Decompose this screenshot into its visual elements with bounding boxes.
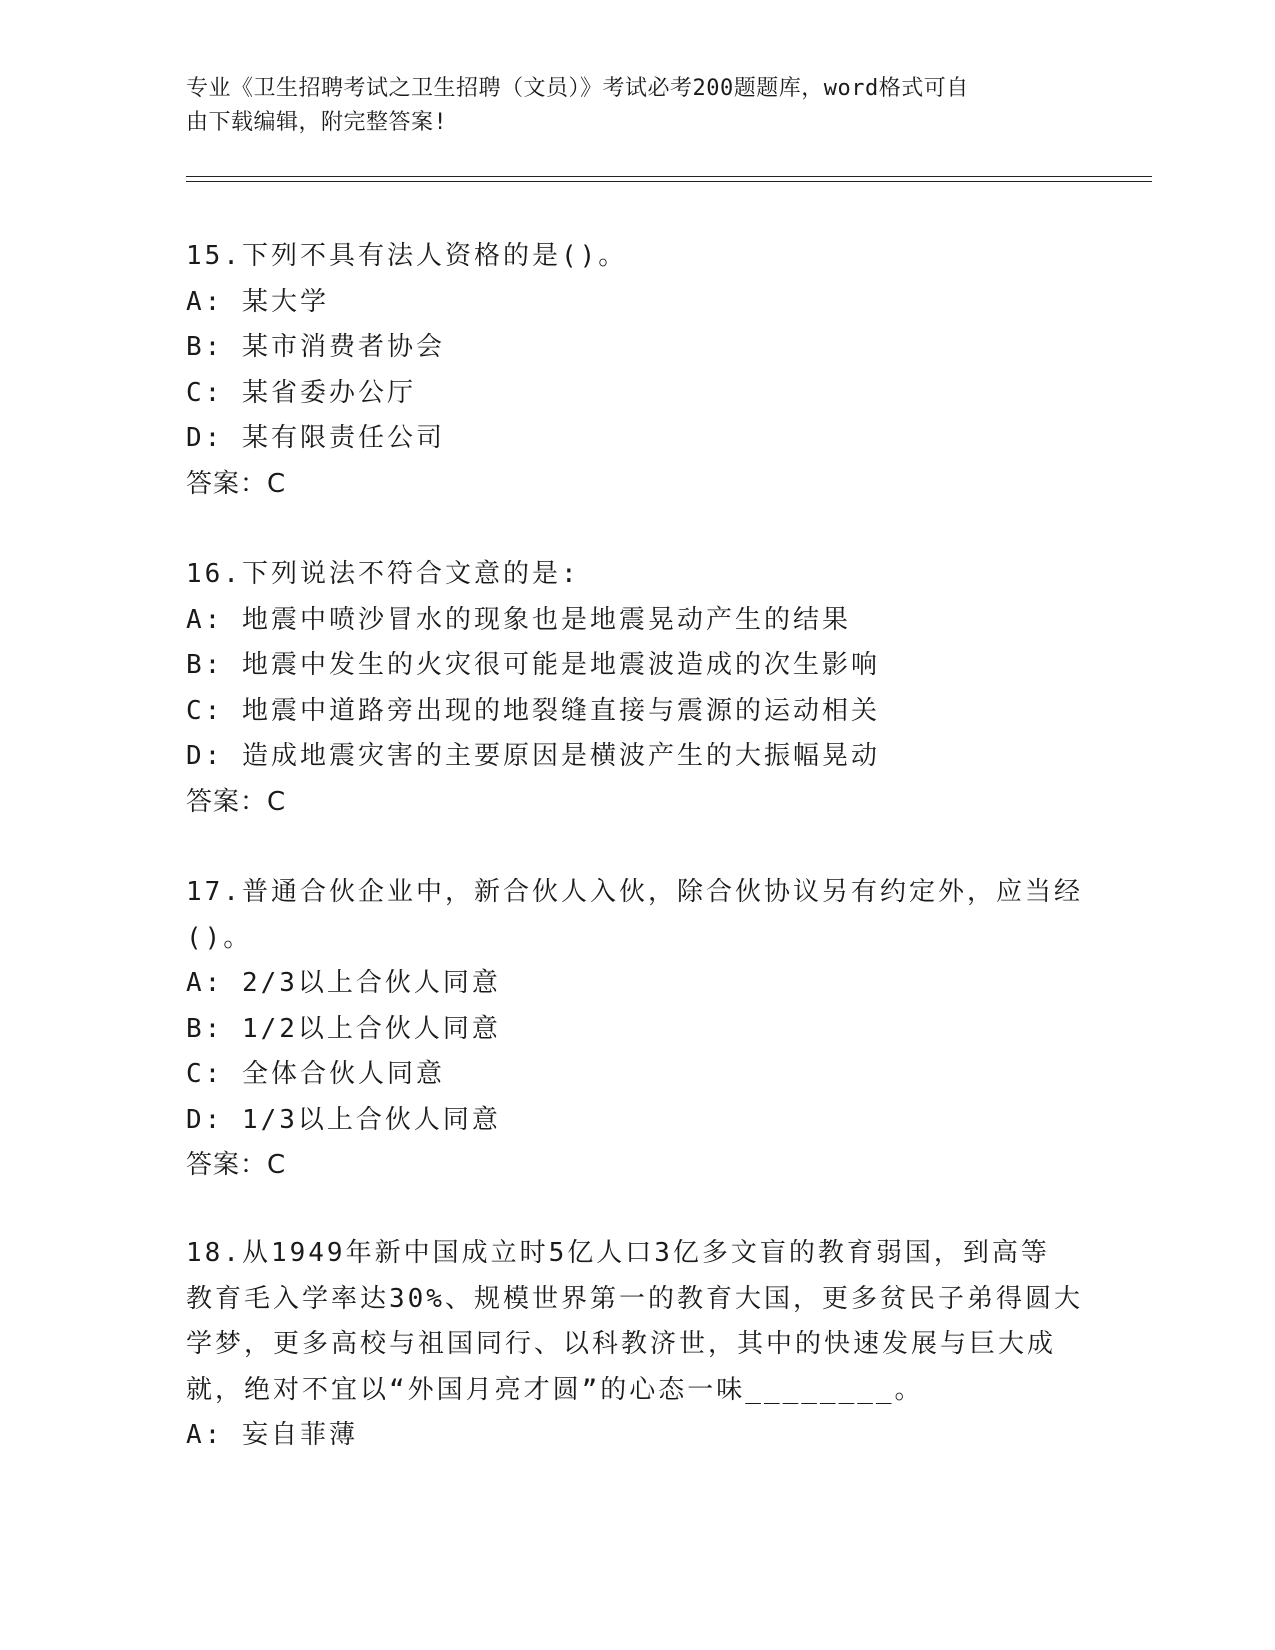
- question-stem-line-3: 学梦，更多高校与祖国同行、以科教济世，其中的快速发展与巨大成: [186, 1329, 1057, 1359]
- option-d: D: 某有限责任公司: [186, 423, 445, 453]
- question-15: [186, 234, 1086, 507]
- question-stem: 16.下列说法不符合文意的是:: [186, 559, 580, 589]
- answer-line: 答案：C: [186, 786, 287, 817]
- header-divider-top: [186, 176, 1152, 177]
- question-stem-line-1: 18.从1949年新中国成立时5亿人口3亿多文盲的教育弱国，到高等: [186, 1238, 1050, 1268]
- option-d: D: 1/3以上合伙人同意: [186, 1104, 501, 1135]
- option-a: A: 地震中喷沙冒水的现象也是地震晃动产生的结果: [186, 604, 851, 635]
- option-a: A: 妄自菲薄: [186, 1420, 358, 1450]
- question-stem-line-2: ()。: [186, 922, 253, 953]
- question-16: [186, 552, 1086, 825]
- question-18: [186, 1231, 1086, 1459]
- question-stem: 15.下列不具有法人资格的是()。: [186, 241, 628, 271]
- question-stem-line-4: 就，绝对不宜以“外国月亮才圆”的心态一味________。: [186, 1374, 924, 1405]
- answer-line: 答案：C: [186, 1150, 287, 1180]
- header-line-1: 专业《卫生招聘考试之卫生招聘（文员）》考试必考200题题库，word格式可自: [186, 76, 969, 101]
- option-a: A: 某大学: [186, 286, 329, 317]
- header-line-2: 由下载编辑，附完整答案!: [186, 110, 448, 135]
- option-c: C: 全体合伙人同意: [186, 1059, 445, 1089]
- option-c: C: 地震中道路旁出现的地裂缝直接与震源的运动相关: [186, 695, 880, 726]
- option-d: D: 造成地震灾害的主要原因是横波产生的大振幅晃动: [186, 741, 880, 771]
- option-b: B: 某市消费者协会: [186, 332, 445, 362]
- question-stem-line-2: 教育毛入学率达30%、规模世界第一的教育大国，更多贫民子弟得圆大: [186, 1283, 1083, 1314]
- header-divider-bottom: [186, 181, 1152, 182]
- question-stem-line-1: 17.普通合伙企业中，新合伙人入伙，除合伙协议另有约定外，应当经: [186, 877, 1083, 907]
- question-17: [186, 870, 1086, 1189]
- option-b: B: 1/2以上合伙人同意: [186, 1013, 501, 1044]
- answer-line: 答案：C: [186, 468, 287, 499]
- option-c: C: 某省委办公厅: [186, 377, 416, 408]
- option-a: A: 2/3以上合伙人同意: [186, 968, 501, 998]
- option-b: B: 地震中发生的火灾很可能是地震波造成的次生影响: [186, 650, 880, 680]
- document-header: [186, 72, 1066, 140]
